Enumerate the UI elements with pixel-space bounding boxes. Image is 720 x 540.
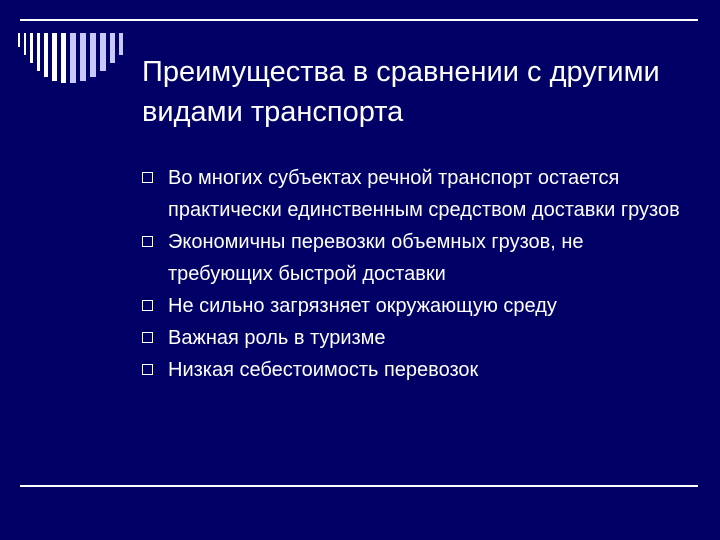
bullet-text: Не сильно загрязняет окружающую среду: [168, 295, 557, 317]
bullet-text: Низкая себестоимость перевозок: [168, 359, 479, 381]
bottom-divider: [20, 485, 698, 487]
hollow-square-icon: [142, 172, 153, 183]
top-divider: [20, 19, 698, 21]
bullet-item: [142, 290, 682, 322]
bullet-list: [142, 162, 682, 386]
bullet-item: [142, 226, 682, 290]
bullet-text: Важная роль в туризме: [168, 327, 386, 349]
bullet-item: [142, 162, 682, 226]
bullet-item: [142, 322, 682, 354]
bullet-text: Во многих субъектах речной транспорт остается практически единственным средством доставки грузов: [168, 167, 680, 221]
hollow-square-icon: [142, 236, 153, 247]
hollow-square-icon: [142, 364, 153, 375]
slide-title: Преимущества в сравнении с другими видами транспорта: [142, 56, 660, 128]
hollow-square-icon: [142, 300, 153, 311]
decorative-bars: [0, 0, 130, 90]
hollow-square-icon: [142, 332, 153, 343]
bullet-item: [142, 354, 682, 386]
bullet-text: Экономичны перевозки объемных грузов, не требующих быстрой доставки: [168, 231, 584, 285]
